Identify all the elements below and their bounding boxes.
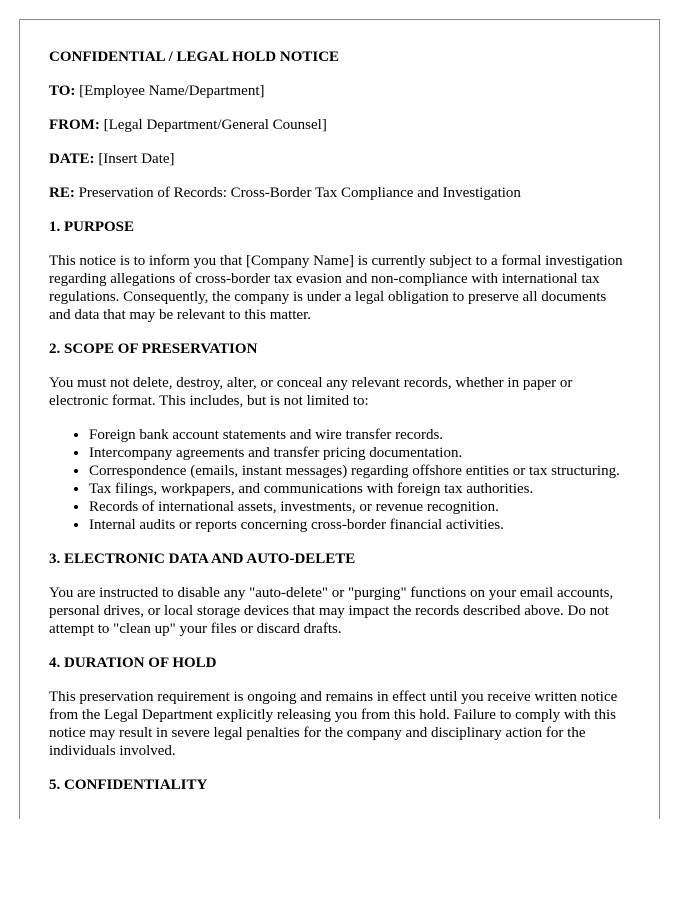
from-line [49, 116, 629, 134]
document-content [49, 48, 629, 810]
section-heading-confidentiality: 5. CONFIDENTIALITY [49, 777, 208, 793]
section-heading-scope: 2. SCOPE OF PRESERVATION [49, 341, 258, 357]
list-item: • Tax filings, workpapers, and communications with foreign tax authorities. [89, 480, 629, 498]
to-label: TO: [49, 83, 76, 99]
from-value: [Legal Department/General Counsel] [103, 117, 327, 133]
re-label: RE: [49, 185, 75, 201]
section-text-electronic-data: You are instructed to disable any "auto-delete" or "purging" functions on your email accounts, personal drives, or local storage devices that may impact the records described above. Do not attempt to "clean up" your files or discard drafts. [49, 585, 614, 637]
to-line [49, 82, 629, 100]
list-item: • Foreign bank account statements and wire transfer records. [89, 426, 629, 444]
to-value: [Employee Name/Department] [79, 83, 265, 99]
date-label: DATE: [49, 151, 95, 167]
section-heading-electronic-data: 3. ELECTRONIC DATA AND AUTO-DELETE [49, 551, 356, 567]
section-heading-duration: 4. DURATION OF HOLD [49, 655, 217, 671]
scope-bullet-list [49, 426, 629, 534]
date-line [49, 150, 629, 168]
re-value: Preservation of Records: Cross-Border Tax Compliance and Investigation [78, 185, 521, 201]
list-item: • Internal audits or reports concerning cross-border financial activities. [89, 516, 629, 534]
re-line [49, 184, 629, 202]
list-item: • Intercompany agreements and transfer pricing documentation. [89, 444, 629, 462]
date-value: [Insert Date] [98, 151, 175, 167]
document-title: CONFIDENTIAL / LEGAL HOLD NOTICE [49, 49, 340, 65]
section-text-purpose: This notice is to inform you that [Company Name] is currently subject to a formal investigation regarding allegations of cross-border tax evasion and non-compliance with international tax regulations. Consequently, the company is under a legal obligation to preserve all documents and data that may be relevant to this matter. [49, 253, 623, 323]
list-item: • Correspondence (emails, instant messages) regarding offshore entities or tax structuring. [89, 462, 629, 480]
list-item: • Records of international assets, investments, or revenue recognition. [89, 498, 629, 516]
section-text-duration: This preservation requirement is ongoing and remains in effect until you receive written notice from the Legal Department explicitly releasing you from this hold. Failure to comply with this notice may result in severe legal penalties for the company and disciplinary action for the individuals involved. [49, 689, 618, 759]
document-page [19, 19, 660, 819]
from-label: FROM: [49, 117, 100, 133]
section-heading-purpose: 1. PURPOSE [49, 219, 135, 235]
section-text-scope: You must not delete, destroy, alter, or conceal any relevant records, whether in paper or electronic format. This includes, but is not limited to: [49, 375, 573, 409]
